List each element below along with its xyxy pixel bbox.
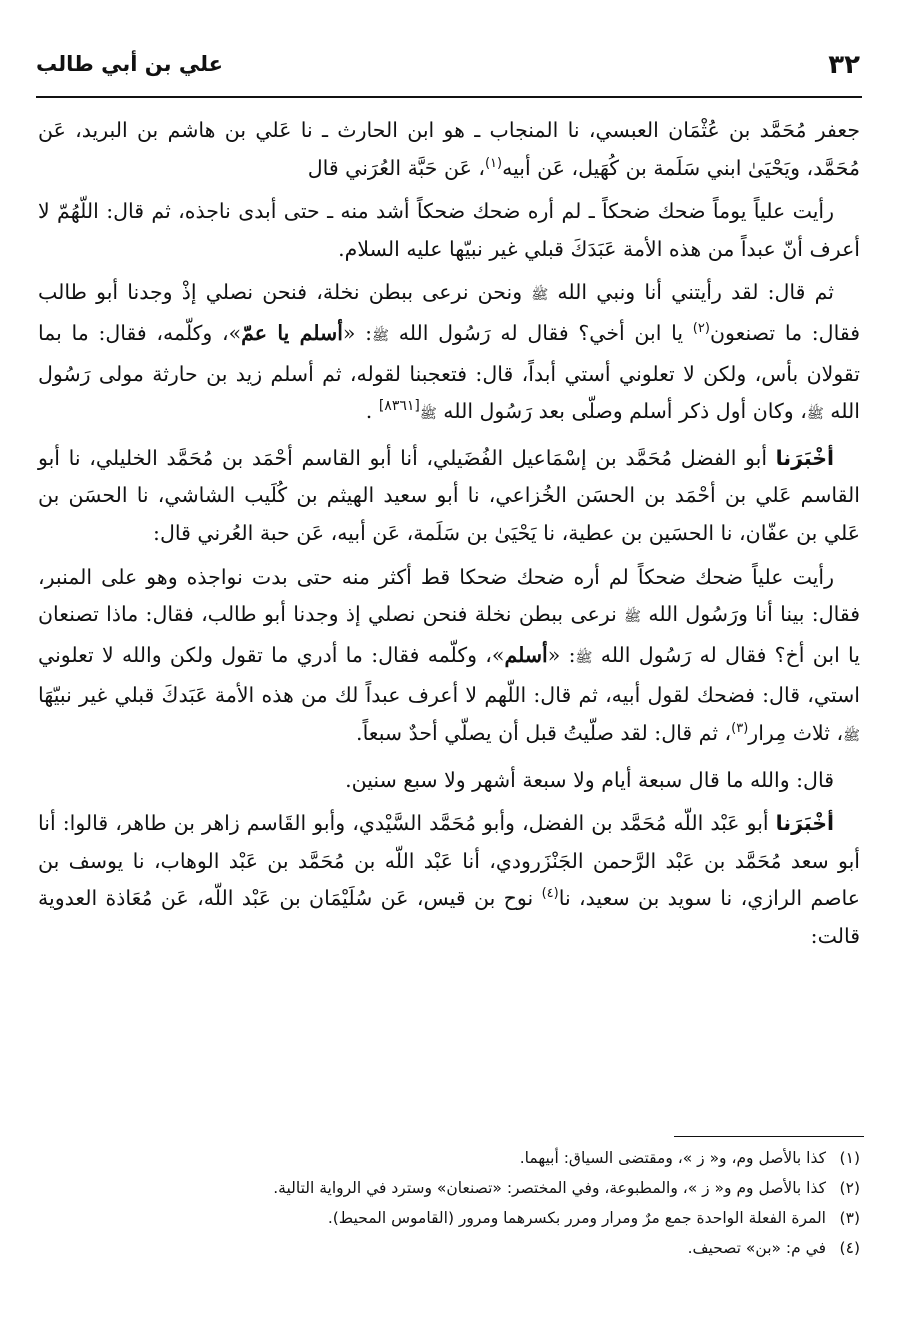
paragraph-isnad-2 — [38, 440, 860, 553]
running-title: علي بن أبي طالب — [36, 52, 223, 76]
footnote-text: كذا بالأصل وم، و« ز »، ومقتضى السياق: أبيهما. — [519, 1149, 826, 1167]
text-run: يا ابن أخي؟ فقال له رَسُول الله — [398, 320, 684, 345]
footnote-ref: (٢) — [692, 321, 710, 337]
salawat-glyph: ﷺ — [843, 727, 860, 744]
footnotes — [40, 1144, 860, 1264]
text-run: رأيت علياً يوماً ضحك ضحكاً ـ لم أره ضحك ضحكاً أشد منه ـ حتى أبدى ناجذه، ثم قال: اللّهُمّ لا أعرف أنّ عبداً من هذه الأمة عَبَدَكَ قبلي غير نبيّها عليه السلام. — [38, 199, 860, 261]
footnote-number: (٢) — [839, 1179, 860, 1197]
text-run: : « — [342, 320, 373, 345]
salawat-glyph: ﷺ — [372, 327, 389, 344]
text-run: رأيت علياً ضحك ضحكاً لم أره ضحك ضحكا قط أكثر منه حتى بدت نواجذه وهو على المنبر، فقال: بينا أنا ورَسُول الله — [38, 564, 860, 627]
salawat-glyph: ﷺ — [624, 609, 642, 626]
footnote — [40, 1234, 860, 1262]
page-number: ٣٢ — [828, 50, 860, 80]
footnote — [40, 1174, 860, 1202]
footnote-text: كذا بالأصل وم و« ز »، والمطبوعة، وفي المختصر: «تصنعان» وسترد في الرواية التالية. — [273, 1179, 826, 1197]
main-text — [38, 112, 860, 961]
paragraph-narration-1 — [38, 193, 860, 268]
salawat-glyph: ﷺ — [575, 649, 593, 666]
salawat-glyph: ﷺ — [419, 406, 437, 423]
text-run: قال: والله ما قال سبعة أيام ولا سبعة أشهر ولا سبع سنين. — [345, 767, 834, 792]
footnote-text: المرة الفعلة الواحدة جمع مرٌ ومرار ومرر بكسرهما ومرور (القاموس المحيط). — [327, 1209, 826, 1227]
paragraph-isnad-3 — [38, 805, 860, 955]
text-run: ، ثلاث مِرار — [748, 720, 844, 745]
footnote-number: (٤) — [839, 1239, 860, 1257]
text-run: نوح بن قيس، عَن سُلَيْمَان بن عَبْد اللّه، عَن مُعَاذة العدوية قالت: — [38, 886, 860, 948]
salawat-glyph: ﷺ — [806, 406, 824, 423]
footnote-number: (٣) — [839, 1209, 860, 1227]
text-run: جعفر مُحَمَّد بن عُثْمَان العبسي، نا المنجاب ـ هو ابن الحارث ـ نا عَلي بن هاشم بن البريد، عَن مُحَمَّد، ويَحْيَىٰ ابني سَلَمة بن كُهَيل، عَن أبيه — [38, 118, 860, 180]
paragraph-narration-3 — [38, 559, 860, 756]
paragraph-isnad-1 — [38, 112, 860, 187]
page-header — [36, 40, 860, 94]
header-rule — [36, 96, 862, 98]
text-run: أبو عَبْد اللّه مُحَمَّد بن الفضل، وأبو مُحَمَّد السَّيْدي، وأبو القَاسم زاهر بن طاهر، قالوا: أنا أبو سعد مُحَمَّد بن عَبْد الرَّحمن الجَنْزَرودي، أنا عَبْد اللّه بن مُحَمَّد بن عَبْد الوهاب، نا يوسف بن عاصم الرازي، نا سويد بن سعيد، نا — [38, 811, 861, 911]
footnote-ref: (٤) — [541, 886, 559, 902]
salawat-glyph: ﷺ — [531, 287, 549, 304]
akhbarana-keyword: أخْبَرَنا — [775, 811, 834, 836]
quoted-speech: أسلم — [504, 642, 548, 667]
text-run: ثم قال: لقد رأيتني أنا ونبي الله — [557, 280, 834, 305]
text-run: ، وكان أول ذكر أسلم وصلّى بعد رَسُول الله — [443, 399, 807, 424]
text-run: »، وكلّمه فقال: ما أدري ما تقول ولكن والله لا تعلوني استي، قال: فضحك لقول أبيه، ثم قال: اللّهم لا أعرف عبداً لك من هذه الأمة عَبَدكَ قبلي غير نبيّهَا — [38, 642, 860, 708]
paragraph-narration-2 — [38, 274, 860, 433]
text-run: أبو الفضل مُحَمَّد بن إسْمَاعيل الفُضَيلي، أنا أبو القاسم أحْمَد بن مُحَمَّد الخليلي، نا أبو القاسم عَلي بن أحْمَد بن الحسَن الخُزاعي، نا أبو سعيد الهيثم بن كُلَيب الشاشي، نا الحسَن بن عَلي بن عفّان، نا الحسَين بن عطية، نا يَحْيَىٰ بن سَلَمة، عَن أبيه، عَن حبة العُرني قال: — [38, 445, 860, 545]
footnote-number: (١) — [839, 1149, 860, 1167]
text-run: : « — [547, 642, 576, 667]
akhbarana-keyword: أخْبَرَنا — [775, 445, 834, 470]
footnote — [40, 1144, 860, 1172]
text-run: . — [365, 399, 373, 424]
footnote-text: في م: «بن» تصحيف. — [687, 1239, 826, 1257]
text-run: ، ثم قال: لقد صلّيتُ قبل أن يصلّي أحدٌ سبعاً. — [356, 720, 732, 745]
footnote — [40, 1204, 860, 1232]
quoted-speech: أسلم يا عمّ — [241, 320, 343, 345]
footnote-ref: (١) — [484, 155, 503, 171]
text-run: ونحن نرعى ببطن نخلة، فنحن نصلي إذْ وجدنا أبو طالب فقال: ما تصنعون — [38, 280, 860, 345]
paragraph-narration-4 — [38, 762, 860, 800]
text-run: »، وكلّمه، فقال: ما بما تقولان بأس، ولكن لا تعلوني أستي أبداً، قال: فتعجبنا لقوله، ثم أسلم زيد بن حارثة مولى رَسُول الله — [38, 320, 860, 424]
footnote-ref: (٣) — [731, 721, 749, 737]
hadith-number: [٨٣٦١] — [378, 398, 420, 415]
footnote-rule — [674, 1136, 864, 1137]
text-run: نرعى ببطن نخلة فنحن نصلي إذ وجدنا أبو طالب، فقال: ماذا تصنعان يا ابن أخ؟ فقال له رَسُول الله — [38, 602, 860, 667]
text-run: ، عَن حَبَّة العُرَني قال — [307, 155, 485, 180]
